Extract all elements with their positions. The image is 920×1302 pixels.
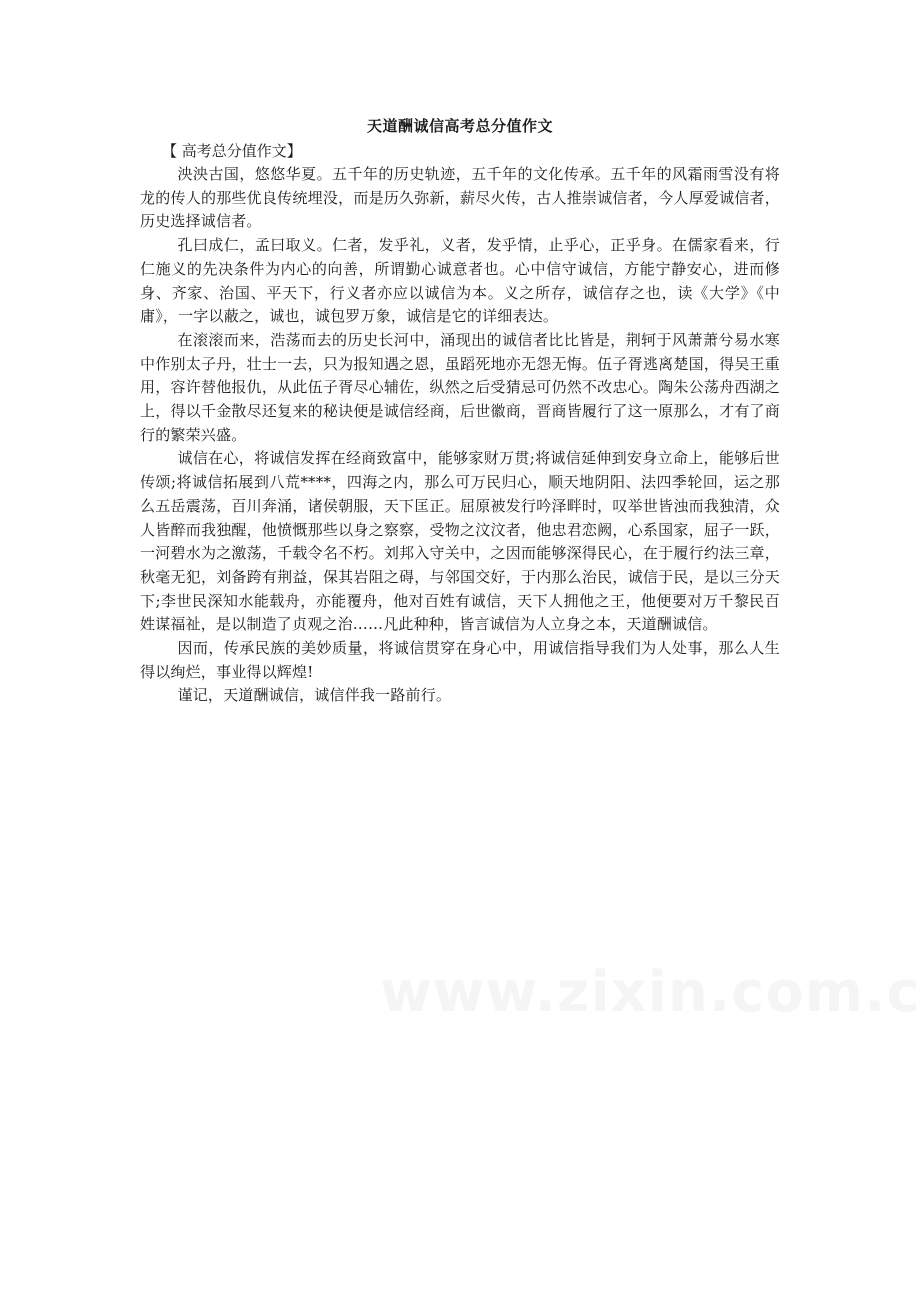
watermark <box>380 960 920 1025</box>
document-page <box>140 114 780 708</box>
paragraph-1: 泱泱古国，悠悠华夏。五千年的历史轨迹，五千年的文化传承。五千年的风霜雨雪没有将龙的传人的那些优良传统埋没，而是历久弥新，薪尽火传，古人推崇诚信者，今人厚爱诚信者，历史选择诚信者。 <box>140 165 780 231</box>
paragraph-2: 孔曰成仁，孟曰取义。仁者，发乎礼，义者，发乎情，止乎心，正乎身。在儒家看来，行仁施义的先决条件为内心的向善，所谓勤心诚意者也。心中信守诚信，方能宁静安心，进而修身、齐家、治国、平天下，行义者亦应以诚信为本。义之所存，诚信存之也，读《大学》《中庸》，一字以蔽之，诚也，诚包罗万象，诚信是它的详细表达。 <box>140 236 780 326</box>
paragraph-5: 因而，传承民族的美妙质量，将诚信贯穿在身心中，用诚信指导我们为人处事，那么人生得以绚烂，事业得以辉煌! <box>140 639 780 681</box>
paragraph-6: 谨记，天道酬诚信，诚信伴我一路前行。 <box>177 686 452 705</box>
document-subheading: 【 高考总分值作文】 <box>162 142 302 160</box>
paragraph-4: 诚信在心，将诚信发挥在经商致富中，能够家财万贯;将诚信延伸到安身立命上，能够后世传颂;将诚信拓展到八荒****，四海之内，那么可万民归心，顺天地阴阳、法四季轮回，运之那么五岳震荡，百川奔涌，诸侯朝服，天下匡正。屈原被发行吟泽畔时，叹举世皆浊而我独清，众人皆醉而我独醒，他愤慨那些以身之察察，受物之汶汶者，他忠君恋阙，心系国家，屈子一跃，一河碧水为之激荡，千载令名不朽。刘邦入守关中，之因而能够深得民心，在于履行约法三章，秋毫无犯，刘备跨有荆益，保其岩阻之碍，与邻国交好，于内那么治民，诚信于民，是以三分天下;李世民深知水能载舟，亦能覆舟，他对百姓有诚信，天下人拥他之王，他便要对万千黎民百姓谋福祉，是以制造了贞观之治……凡此种种，皆言诚信为人立身之本，天道酬诚信。 <box>140 449 780 634</box>
paragraph-3: 在滚滚而来，浩荡而去的历史长河中，涌现出的诚信者比比皆是，荆轲于风萧萧兮易水寒中作别太子丹，壮士一去，只为报知遇之恩，虽蹈死地亦无怨无悔。伍子胥逃离楚国，得吴王重用，容许替他报仇，从此伍子胥尽心辅佐，纵然之后受猜忌可仍然不改忠心。陶朱公荡舟西湖之上，得以千金散尽还复来的秘诀便是诚信经商，后世徽商，晋商皆履行了这一原那么，才有了商行的繁荣兴盛。 <box>140 330 780 444</box>
document-title: 天道酬诚信高考总分值作文 <box>366 117 553 135</box>
